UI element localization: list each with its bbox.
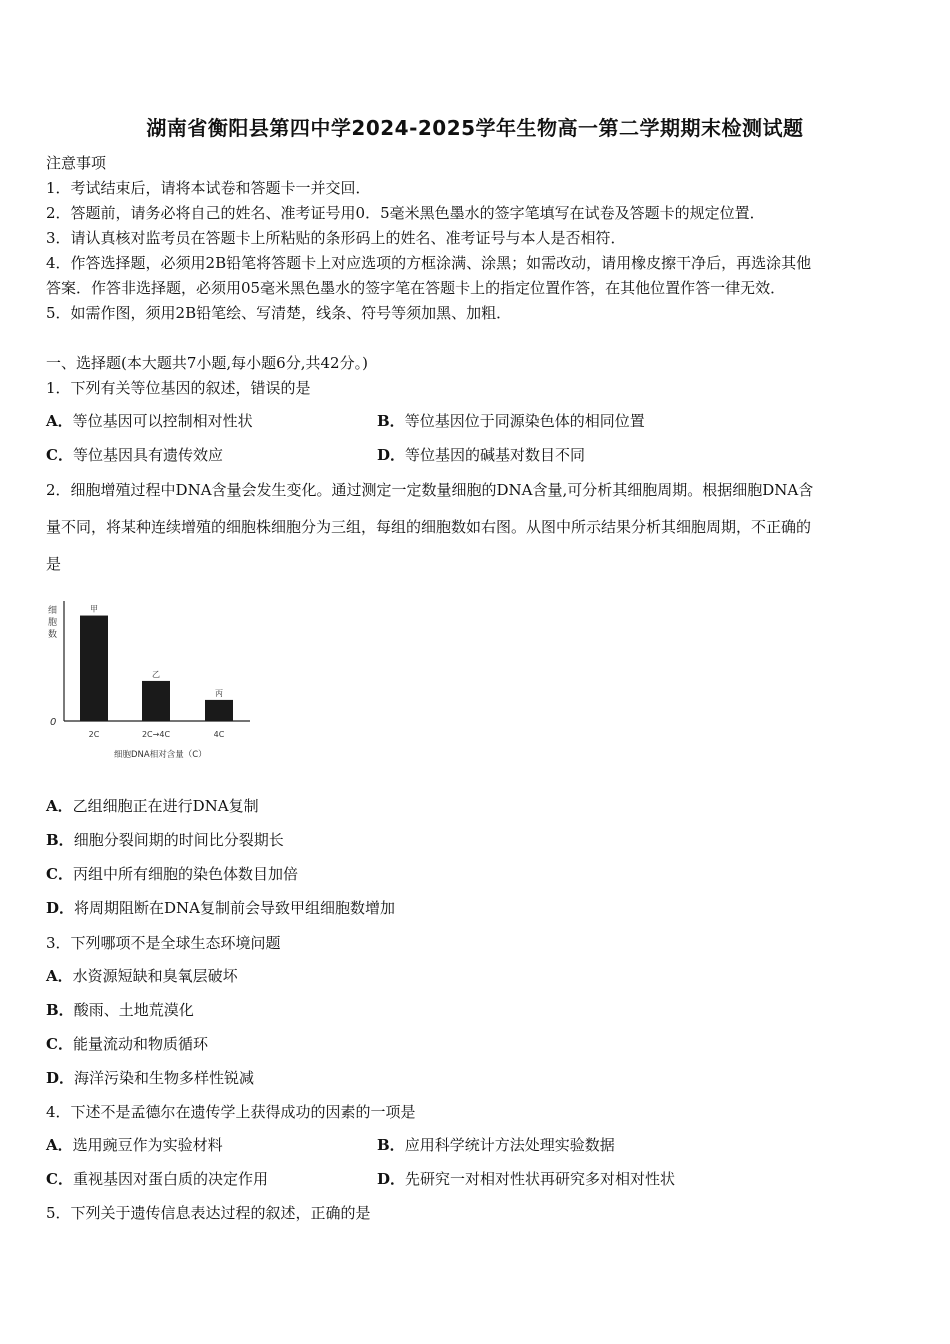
- notice-item-1: 1．考试结束后，请将本试卷和答题卡一并交回．: [46, 179, 371, 197]
- chart-tick-label: 4C: [213, 730, 225, 739]
- q5-stem: 5．下列关于遗传信息表达过程的叙述，正确的是: [46, 1204, 371, 1222]
- q1-option-d: D．等位基因的碱基对数目不同: [377, 446, 586, 464]
- notice-item-4: 4．作答选择题，必须用2B铅笔将答题卡上对应选项的方框涂满、涂黑；如需改动，请用橡皮擦干净后，再选涂其他: [46, 254, 812, 272]
- q4-option-a: A．选用豌豆作为实验材料: [46, 1136, 223, 1154]
- cell-dna-bar-chart: [44, 595, 264, 770]
- q2-option-d: D．将周期阻断在DNA复制前会导致甲组细胞数增加: [46, 899, 396, 917]
- chart-group-label: 乙: [152, 669, 160, 679]
- q2-option-a: A．乙组细胞正在进行DNA复制: [46, 797, 259, 815]
- notice-item-5: 5．如需作图，须用2B铅笔绘、写清楚，线条、符号等须加黑、加粗．: [46, 304, 512, 322]
- q4-stem: 4．下述不是孟德尔在遗传学上获得成功的因素的一项是: [46, 1103, 416, 1121]
- q4-option-d: D．先研究一对相对性状再研究多对相对性状: [377, 1170, 676, 1188]
- chart-group-label: 甲: [90, 604, 98, 614]
- q3-option-a: A．水资源短缺和臭氧层破坏: [46, 967, 238, 985]
- q1-option-c: C．等位基因具有遗传效应: [46, 446, 223, 464]
- chart-bar-2: [142, 681, 170, 721]
- chart-x-label: 细胞DNA相对含量（C）: [114, 750, 207, 760]
- q2-stem-line3: 是: [46, 555, 62, 573]
- q2-option-c: C．丙组中所有细胞的染色体数目加倍: [46, 865, 298, 883]
- q3-stem: 3．下列哪项不是全球生态环境问题: [46, 934, 281, 952]
- q1-option-a: A．等位基因可以控制相对性状: [46, 412, 253, 430]
- q3-option-c: C．能量流动和物质循环: [46, 1035, 208, 1053]
- chart-bar-3: [205, 700, 233, 721]
- q4-option-b: B．应用科学统计方法处理实验数据: [377, 1136, 615, 1154]
- notice-item-2: 2．答题前，请务必将自己的姓名、准考证号用0．5毫米黑色墨水的签字笔填写在试卷及答题卡的规定位置．: [46, 204, 765, 222]
- chart-bars: [80, 605, 233, 739]
- q4-option-c: C．重视基因对蛋白质的决定作用: [46, 1170, 268, 1188]
- q3-option-d: D．海洋污染和生物多样性锐减: [46, 1069, 255, 1087]
- chart-group-label: 丙: [215, 688, 223, 698]
- chart-y-label: 细胞数: [48, 606, 58, 640]
- notice-item-4-cont: 答案．作答非选择题，必须用05毫米黑色墨水的签字笔在答题卡上的指定位置作答，在其他位置作答一律无效．: [46, 279, 786, 297]
- q3-option-b: B．酸雨、土地荒漠化: [46, 1001, 194, 1019]
- q1-stem: 1．下列有关等位基因的叙述，错误的是: [46, 379, 311, 397]
- q2-option-b: B．细胞分裂间期的时间比分裂期长: [46, 831, 284, 849]
- notice-heading: 注意事项: [46, 154, 107, 172]
- q2-stem-line1: 2．细胞增殖过程中DNA含量会发生变化。通过测定一定数量细胞的DNA含量,可分析其细胞周期。根据细胞DNA含: [46, 481, 814, 499]
- chart-tick-label: 2C→4C: [141, 730, 171, 739]
- chart-origin-label: 0: [50, 717, 57, 728]
- chart-bar-1: [80, 616, 108, 721]
- q2-stem-line2: 量不同，将某种连续增殖的细胞株细胞分为三组，每组的细胞数如右图。从图中所示结果分析其细胞周期，不正确的: [46, 518, 812, 536]
- page-title: 湖南省衡阳县第四中学2024-2025学年生物高一第二学期期末检测试题: [146, 116, 804, 140]
- chart-tick-label: 2C: [88, 730, 100, 739]
- section-heading: 一、选择题(本大题共7小题,每小题6分,共42分。): [46, 354, 368, 372]
- q1-option-b: B．等位基因位于同源染色体的相同位置: [377, 412, 645, 430]
- notice-item-3: 3．请认真核对监考员在答题卡上所粘贴的条形码上的姓名、准考证号与本人是否相符．: [46, 229, 626, 247]
